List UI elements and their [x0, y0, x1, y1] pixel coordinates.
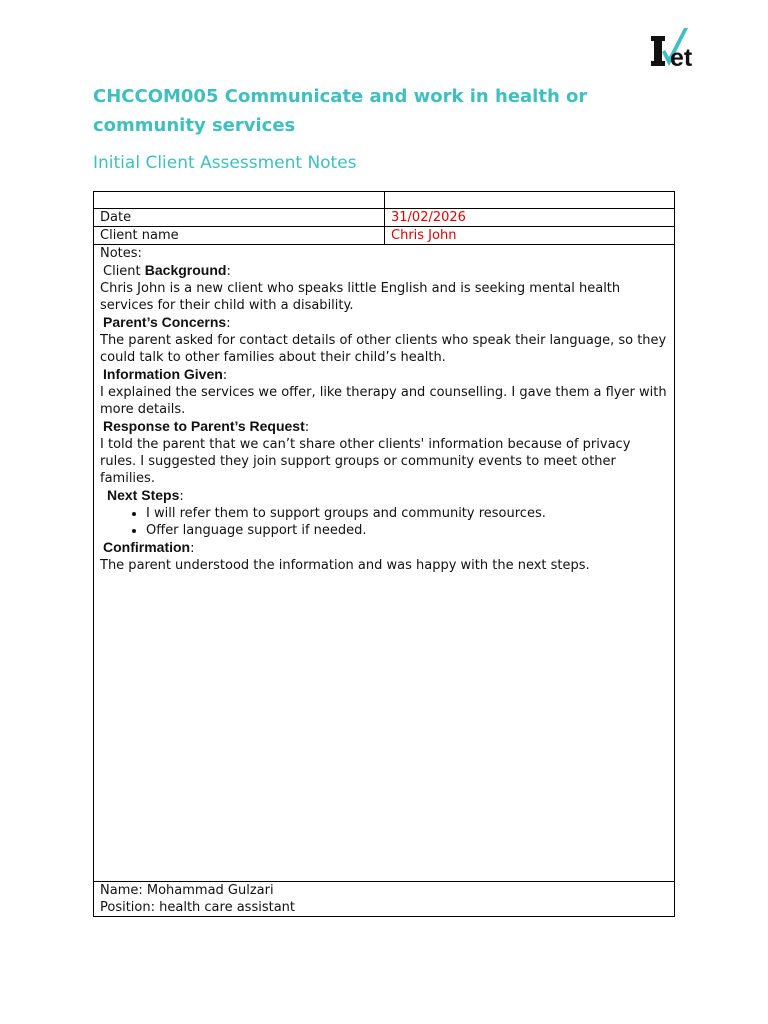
background-prefix: Client — [103, 264, 145, 279]
heading-colon: : — [190, 541, 195, 556]
assessment-table — [93, 191, 675, 917]
empty-cell — [385, 192, 675, 209]
notes-row — [94, 245, 675, 882]
ivet-logo-graphic — [650, 26, 712, 72]
concerns-text: The parent asked for contact details of other clients who speak their language, so they could talk to other families about their child’s health. — [100, 333, 667, 365]
heading-colon: : — [226, 316, 231, 331]
ivet-logo — [650, 26, 712, 72]
empty-header-row — [94, 192, 675, 209]
concerns-heading: Parent’s Concerns — [103, 314, 227, 330]
background-heading: Background — [144, 262, 227, 278]
svg-text:et: et — [670, 44, 693, 72]
signature-cell[interactable] — [94, 882, 675, 917]
background-heading-line — [100, 262, 668, 280]
heading-colon: : — [222, 368, 228, 383]
response-text: I told the parent that we can’t share other clients' information because of privacy rules. I suggested they join support groups or community events to meet other families. — [100, 437, 631, 486]
confirmation-heading: Confirmation — [103, 539, 191, 555]
background-text: Chris John is a new client who speaks little English and is seeking mental health services for their child with a disability. — [100, 281, 621, 313]
heading-colon: : — [179, 489, 184, 504]
list-item: • Offer language support if needed. — [146, 522, 668, 539]
next-steps-heading: Next Steps — [107, 487, 180, 503]
next-steps-list — [100, 505, 668, 539]
info-text: I explained the services we offer, like therapy and counselling. I gave them a flyer with more details. — [100, 385, 667, 417]
signature-row — [94, 882, 675, 917]
info-heading: Information Given — [103, 366, 223, 382]
info-heading-line — [100, 366, 668, 384]
notes-label: Notes: — [100, 246, 142, 261]
heading-colon: : — [226, 264, 231, 279]
client-name-label: Client name — [94, 227, 385, 245]
heading-colon: : — [304, 420, 310, 435]
page-subtitle: Initial Client Assessment Notes — [93, 153, 357, 173]
page-title: CHCCOM005 Communicate and work in health or community services — [93, 86, 588, 136]
response-heading: Response to Parent’s Request — [103, 418, 305, 434]
response-heading-line — [100, 418, 668, 436]
staff-position: Position: health care assistant — [100, 900, 296, 915]
date-row — [94, 209, 675, 227]
date-value[interactable]: 31/02/2026 — [385, 209, 675, 227]
date-label: Date — [94, 209, 385, 227]
list-item: • I will refer them to support groups and community resources. — [146, 505, 668, 522]
empty-cell — [94, 192, 385, 209]
client-name-value[interactable]: Chris John — [385, 227, 675, 245]
confirmation-heading-line — [100, 539, 668, 557]
client-name-row — [94, 227, 675, 245]
next-steps-heading-line — [100, 487, 668, 505]
staff-name: Name: Mohammad Gulzari — [100, 883, 274, 898]
confirmation-text: The parent understood the information and was happy with the next steps. — [100, 558, 590, 573]
concerns-heading-line — [100, 314, 668, 332]
notes-cell[interactable] — [94, 245, 675, 882]
